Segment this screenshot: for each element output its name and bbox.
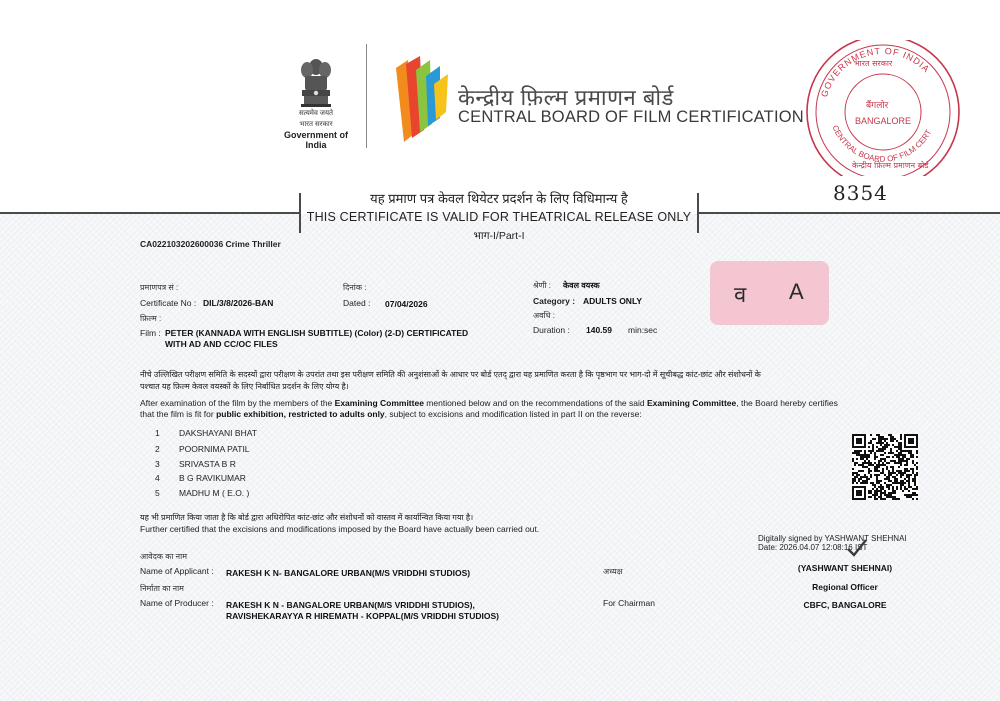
seal-city-hindi: बैंगलोर [866, 101, 889, 111]
cert-no-label: Certificate No : [140, 298, 197, 308]
cert-no-value: DIL/3/8/2026-BAN [203, 298, 274, 308]
body-hindi-line1: नीचे उल्लिखित परीक्षण समिति के सदस्यों द्वारा परीक्षण के उपरांत तथा इस परीक्षण समिति की अनुशंसाओं के आधार पर बोर्ड एतद् द्वारा यह प्रमाणित करता है कि पृष्ठभाग पर भाग-दो में सूचीबद्ध कांट-छांट और संशोधनों के [140, 370, 761, 379]
validity-english: THIS CERTIFICATE IS VALID FOR THEATRICAL RELEASE ONLY [306, 210, 692, 224]
body-english-line2: that the film is fit for public exhibition, restricted to adults only, subject to excisions and modification listed in part II on the reverse: [140, 409, 642, 419]
board-name-english: CENTRAL BOARD OF FILM CERTIFICATION [458, 108, 804, 126]
file-reference: CA022103202600036 Crime Thriller [140, 239, 281, 249]
category-label: Category : [533, 296, 576, 306]
band-line-left [0, 212, 300, 214]
cbfc-logo [392, 50, 452, 151]
cert-no-label-hindi: प्रमाणपत्र सं : [140, 283, 179, 292]
emblem-motto: सत्यमेव जयते [298, 110, 334, 117]
seal-lower-text: CENTRAL BOARD OF FILM CERT [830, 123, 934, 164]
rating-box [710, 261, 829, 325]
film-label-hindi: फ़िल्म : [140, 314, 162, 323]
duration-label: Duration : [533, 325, 570, 335]
signatory-designation: Regional Officer [812, 582, 878, 592]
film-title-line2: WITH AD AND CC/OC FILES [165, 339, 278, 349]
category-value: ADULTS ONLY [583, 296, 643, 306]
producer-label-hindi: निर्माता का नाम [140, 584, 184, 593]
government-hindi: भारत सरकार [299, 121, 333, 128]
member-number: 4 [155, 473, 160, 483]
cbfc-logo-icon [392, 50, 452, 146]
member-name: DAKSHAYANI BHAT [179, 428, 257, 438]
category-value-hindi: केवल वयस्क [563, 281, 600, 290]
duration-value: 140.59 [586, 325, 612, 335]
rating-english: A [789, 279, 804, 304]
validity-band [300, 189, 698, 243]
member-name: MADHU M ( E.O. ) [179, 488, 250, 498]
film-title-line1: PETER (KANNADA WITH ENGLISH SUBTITLE) (Color) (2-D) CERTIFICATED [165, 328, 469, 338]
member-number: 2 [155, 444, 160, 454]
body-hindi-line2: पश्चात यह फ़िल्म केवल वयस्कों के लिए निर्बाधित प्रदर्शन के लिए योग्य है। [140, 382, 349, 391]
member-number: 1 [155, 428, 160, 438]
band-line-right [698, 212, 1000, 214]
member-name: SRIVASTA B R [179, 459, 236, 469]
serial-number: 8354 [833, 181, 888, 205]
member-number: 3 [155, 459, 160, 469]
date-label: Dated : [343, 298, 371, 308]
seal-lower-hindi: केन्द्रीय फ़िल्म प्रमाणन बोर्ड [852, 161, 929, 170]
government-english: Government of India [283, 130, 348, 150]
signature-check-icon [845, 536, 869, 560]
producer-value-line1: RAKESH K N - BANGALORE URBAN(M/S VRIDDHI STUDIOS), [226, 600, 475, 610]
seal-city-english: BANGALORE [855, 116, 912, 126]
board-name-hindi: केन्द्रीय फ़िल्म प्रमाणन बोर्ड [458, 85, 674, 110]
date-label-hindi: दिनांक : [343, 283, 367, 292]
ashoka-emblem-icon [297, 56, 335, 108]
official-seal [800, 40, 966, 176]
member-number: 5 [155, 488, 160, 498]
seal-outer-text: GOVERNMENT OF INDIA [819, 45, 932, 99]
producer-label: Name of Producer : [140, 598, 214, 608]
government-emblem [282, 56, 350, 150]
header-divider [366, 44, 367, 148]
member-name: POORNIMA PATIL [179, 444, 250, 454]
signatory-office: CBFC, BANGALORE [803, 600, 887, 610]
further-hindi: यह भी प्रमाणित किया जाता है कि बोर्ड द्वारा अधिरोपित कांट-छांट और संशोधनों को वास्तव में कार्यान्वित किया गया है। [140, 513, 474, 522]
digital-signature-line2: Date: 2026.04.07 12:08:16 IST [758, 543, 868, 552]
signatory-name: (YASHWANT SHEHNAI) [797, 563, 893, 573]
seal-inner-hindi: भारत सरकार [854, 59, 893, 68]
body-english-line1: After examination of the film by the members of the Examining Committee mentioned below and on the recommendations of the said Examining Committee, the Board hereby certifies [140, 398, 838, 408]
chairman-label: For Chairman [603, 598, 655, 608]
category-label-hindi: श्रेणी : [533, 281, 551, 290]
qr-code-icon[interactable] [852, 434, 918, 500]
film-label: Film : [140, 328, 161, 338]
further-english: Further certified that the excisions and modifications imposed by the Board have actually been carried out. [140, 524, 540, 534]
producer-value-line2: RAVISHEKARAYYA R HIREMATH - KOPPAL(M/S VRIDDHI STUDIOS) [226, 611, 499, 621]
date-value: 07/04/2026 [385, 299, 428, 309]
duration-unit: min:sec [628, 325, 658, 335]
applicant-value: RAKESH K N- BANGALORE URBAN(M/S VRIDDHI STUDIOS) [226, 568, 471, 578]
member-name: B G RAVIKUMAR [179, 473, 246, 483]
part-label: भाग-I/Part-I [473, 230, 525, 242]
chairman-label-hindi: अध्यक्ष [603, 567, 623, 576]
rating-hindi: व [734, 282, 747, 307]
duration-label-hindi: अवधि : [533, 311, 555, 320]
digital-signature-line1: Digitally signed by YASHWANT SHEHNAI [758, 534, 907, 543]
applicant-label-hindi: आवेदक का नाम [140, 552, 187, 561]
applicant-label: Name of Applicant : [140, 566, 214, 576]
validity-hindi: यह प्रमाण पत्र केवल थियेटर प्रदर्शन के लिए विधिमान्य है [370, 191, 628, 206]
